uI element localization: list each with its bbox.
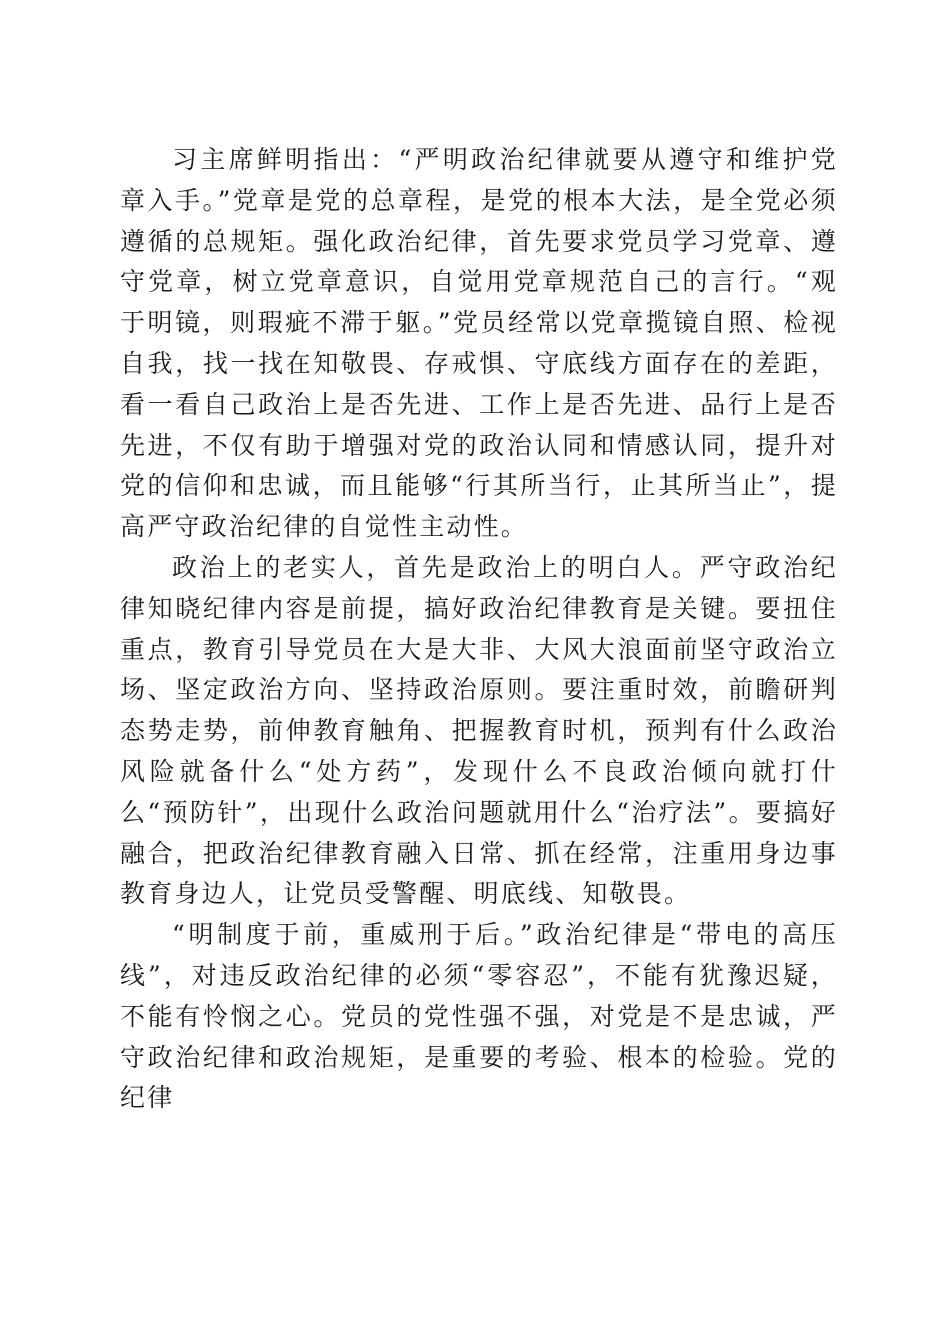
paragraph-3: “明制度于前，重威刑于后。”政治纪律是“带电的高压线”，对违反政治纪律的必须“零容忍”，不能有犹豫迟疑，不能有怜悯之心。党员的党性强不强，对党是不是忠诚，严守政治纪律和政治规矩，是重要的考验、根本的检验。党的纪律 (120, 920, 838, 1113)
paragraph-2: 政治上的老实人，首先是政治上的明白人。严守政治纪律知晓纪律内容是前提，搞好政治纪律教育是关键。要扭住重点，教育引导党员在大是大非、大风大浪面前坚守政治立场、坚定政治方向、坚持政治原则。要注重时效，前瞻研判态势走势，前伸教育触角、把握教育时机，预判有什么政治风险就备什么“处方药”，发现什么不良政治倾向就打什么“预防针”，出现什么政治问题就用什么“治疗法”。要搞好融合，把政治纪律教育融入日常、抓在经常，注重用身边事教育身边人，让党员受警醒、明底线、知敬畏。 (120, 552, 838, 909)
document-body (120, 140, 838, 1119)
paragraph-1: 习主席鲜明指出：“严明政治纪律就要从遵守和维护党章入手。”党章是党的总章程，是党的根本大法，是全党必须遵循的总规矩。强化政治纪律，首先要求党员学习党章、遵守党章，树立党章意识，自觉用党章规范自己的言行。“观于明镜，则瑕疵不滞于躯。”党员经常以党章揽镜自照、检视自我，找一找在知敬畏、存戒惧、守底线方面存在的差距，看一看自己政治上是否先进、工作上是否先进、品行上是否先进，不仅有助于增强对党的政治认同和情感认同，提升对党的信仰和忠诚，而且能够“行其所当行，止其所当止”，提高严守政治纪律的自觉性主动性。 (120, 145, 838, 542)
